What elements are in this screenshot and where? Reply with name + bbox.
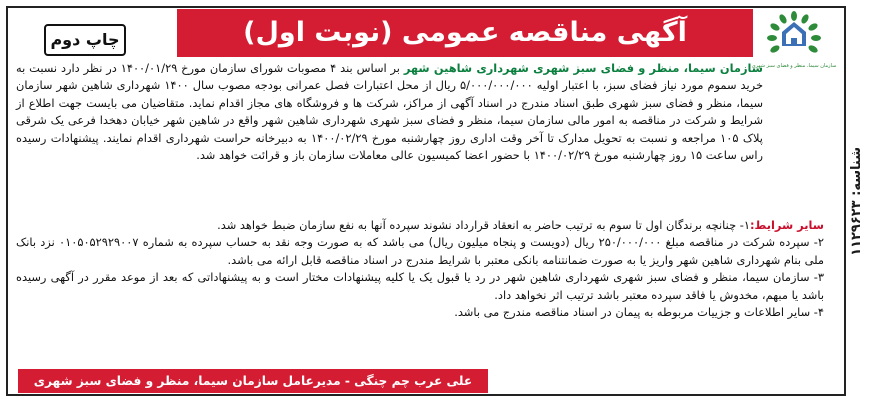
intro-text: بر اساس بند ۴ مصوبات شورای سازمان مورخ ۱۴۰۰/۰۱/۲۹ در نظر دارد نسبت به خرید سموم مورد نیاز فضای سبز، با اعتبار اولیه ۵/۰۰۰/۰۰۰/۰۰۰ ریال از محل اعتبارات فصل عمرانی بودجه مصوب سال ۱۴۰۰ شهرداری شاهین شهر سازمان سیما، منظر و فضای سبز شهری طبق اسناد مندرج در اسناد آگهی از مراکز، شرکت ها و فروشگاه های مجاز اقدام نماید. متقاضیان می بایست جهت اطلاع از شرایط و شرکت در مناقصه به امور مالی سازمان سیما، منظر و فضای سبز شهری شهرداری شاهین شهر واقع در شاهین شهر خیابان دهخدا فرعی یک شرقی پلاک ۱۰۵ مراجعه و نسبت به تحویل مدارک تا آخر وقت اداری روز چهارشنبه مورخ ۱۴۰۰/۰۲/۲۹ به دبیرخانه حراست شهرداری اقدام نمایند. پیشنهادات رسیده راس ساعت ۱۵ روز چهارشنبه مورخ ۱۴۰۰/۰۲/۲۹ با حضور اعضا کمیسیون عالی معاملات سازمان باز و قرائت خواهد شد. [16, 61, 763, 163]
organization-name: سازمان سیما، منظر و فضای سبز شهری شهرداری شاهین شهر [403, 61, 763, 75]
notice-id: شناسه: ۱۱۲۹۶۲۳ [848, 146, 864, 256]
notice-id-strip [845, 6, 867, 396]
svg-text:سازمان سیما، منظر و فضای سبز ش: سازمان سیما، منظر و فضای سبز شهری [751, 63, 837, 69]
print-edition-badge: چاپ دوم [44, 24, 126, 56]
condition-item-4: ۴- سایر اطلاعات و جزییات مربوطه به پیمان در اسناد مناقصه مندرج می باشد. [454, 305, 824, 320]
condition-item-1: ۱- چنانچه برندگان اول تا سوم به ترتیب حاضر به انعقاد قرارداد نشوند سپرده آنها به نفع سازمان ضبط خواهد شد. [217, 218, 750, 232]
condition-item-3: ۳- سازمان سیما، منظر و فضای سبز شهری شهرداری شاهین شهر در رد یا قبول یک یا کلیه پیشنهادات مختار است و به پیشنهاداتی که بعد از موعد مقرر در آگهی رسیده باشد یا مبهم، مخدوش یا فاقد سپرده معتبر باشد ترتیب اثر نخواهد داد. [16, 270, 824, 302]
conditions-section [16, 217, 824, 321]
condition-item-2: ۲- سپرده شرکت در مناقصه مبلغ ۲۵۰/۰۰۰/۰۰۰ ریال (دویست و پنجاه میلیون ریال) می باشد که به صورت وجه نقد به حساب سپرده به شماره ۰۱۰۵۰۵۲۹۲۹۰۰۷ نزد بانک ملی بنام شهرداری شاهین شهر واریز یا به صورت ضمانتنامه بانکی معتبر با شرایط مندرج در اسناد مناقصه قابل ارائه می باشد. [16, 235, 824, 267]
intro-paragraph [16, 60, 763, 164]
conditions-heading: سایر شرایط: [749, 218, 824, 232]
organization-logo-icon [751, 12, 837, 70]
notice-title: آگهی مناقصه عمومی (نوبت اول) [177, 9, 753, 57]
signature-footer: علی عرب چم چنگی - مدیرعامل سازمان سیما، منظر و فضای سبز شهری شهرداری شاهین شهر [18, 369, 488, 393]
